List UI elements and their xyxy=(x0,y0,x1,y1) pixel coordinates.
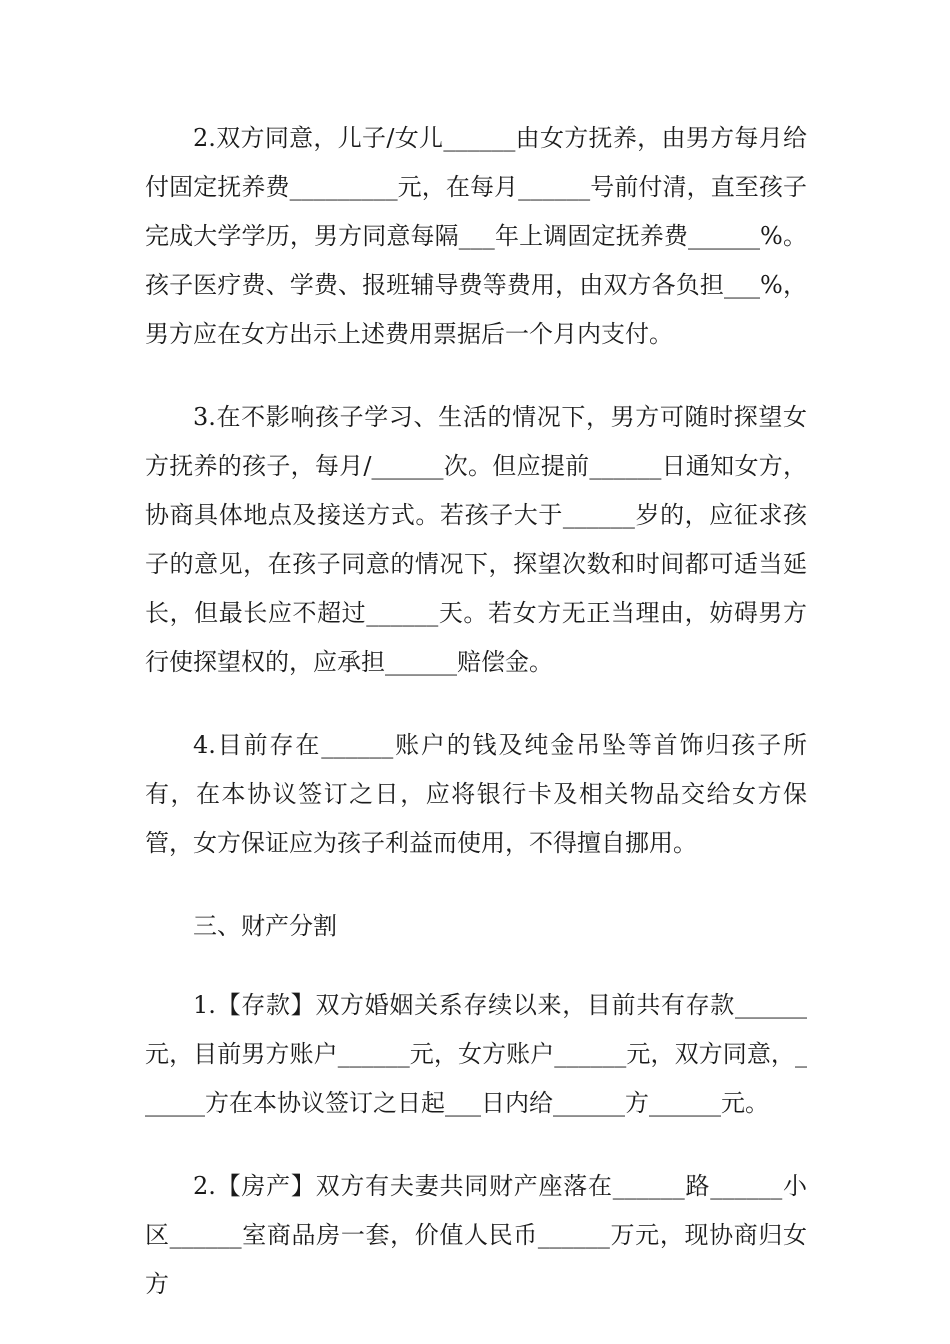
paragraph-savings: 1.【存款】双方婚姻关系存续以来，目前共有存款______元，目前男方账户______元，女方账户______元，双方同意，______方在本协议签订之日起___日内给______方______元。 xyxy=(145,991,807,1117)
paragraph-real-estate: 2.【房产】双方有夫妻共同财产座落在______路______小区______室商品房一套，价值人民币______万元，现协商归女方 xyxy=(145,1172,807,1298)
paragraph-child-assets: 4.目前存在______账户的钱及纯金吊坠等首饰归孩子所有，在本协议签订之日，应将银行卡及相关物品交给女方保管，女方保证应为孩子利益而使用，不得擅自挪用。 xyxy=(145,731,807,857)
paragraph-visitation: 3.在不影响孩子学习、生活的情况下，男方可随时探望女方抚养的孩子，每月/______次。但应提前______日通知女方，协商具体地点及接送方式。若孩子大于______岁的，应征求孩子的意见，在孩子同意的情况下，探望次数和时间都可适当延长，但最长应不超过______天。若女方无正当理由，妨碍男方行使探望权的，应承担______赔偿金。 xyxy=(145,403,807,676)
paragraph-child-support: 2.双方同意，儿子/女儿______由女方抚养，由男方每月给付固定抚养费_________元，在每月______号前付清，直至孩子完成大学学历，男方同意每隔___年上调固定抚养费______%。孩子医疗费、学费、报班辅导费等费用，由双方各负担___%，男方应在女方出示上述费用票据后一个月内支付。 xyxy=(145,124,807,348)
section-heading-property: 三、财产分割 xyxy=(193,912,337,940)
document-body xyxy=(145,114,807,1343)
